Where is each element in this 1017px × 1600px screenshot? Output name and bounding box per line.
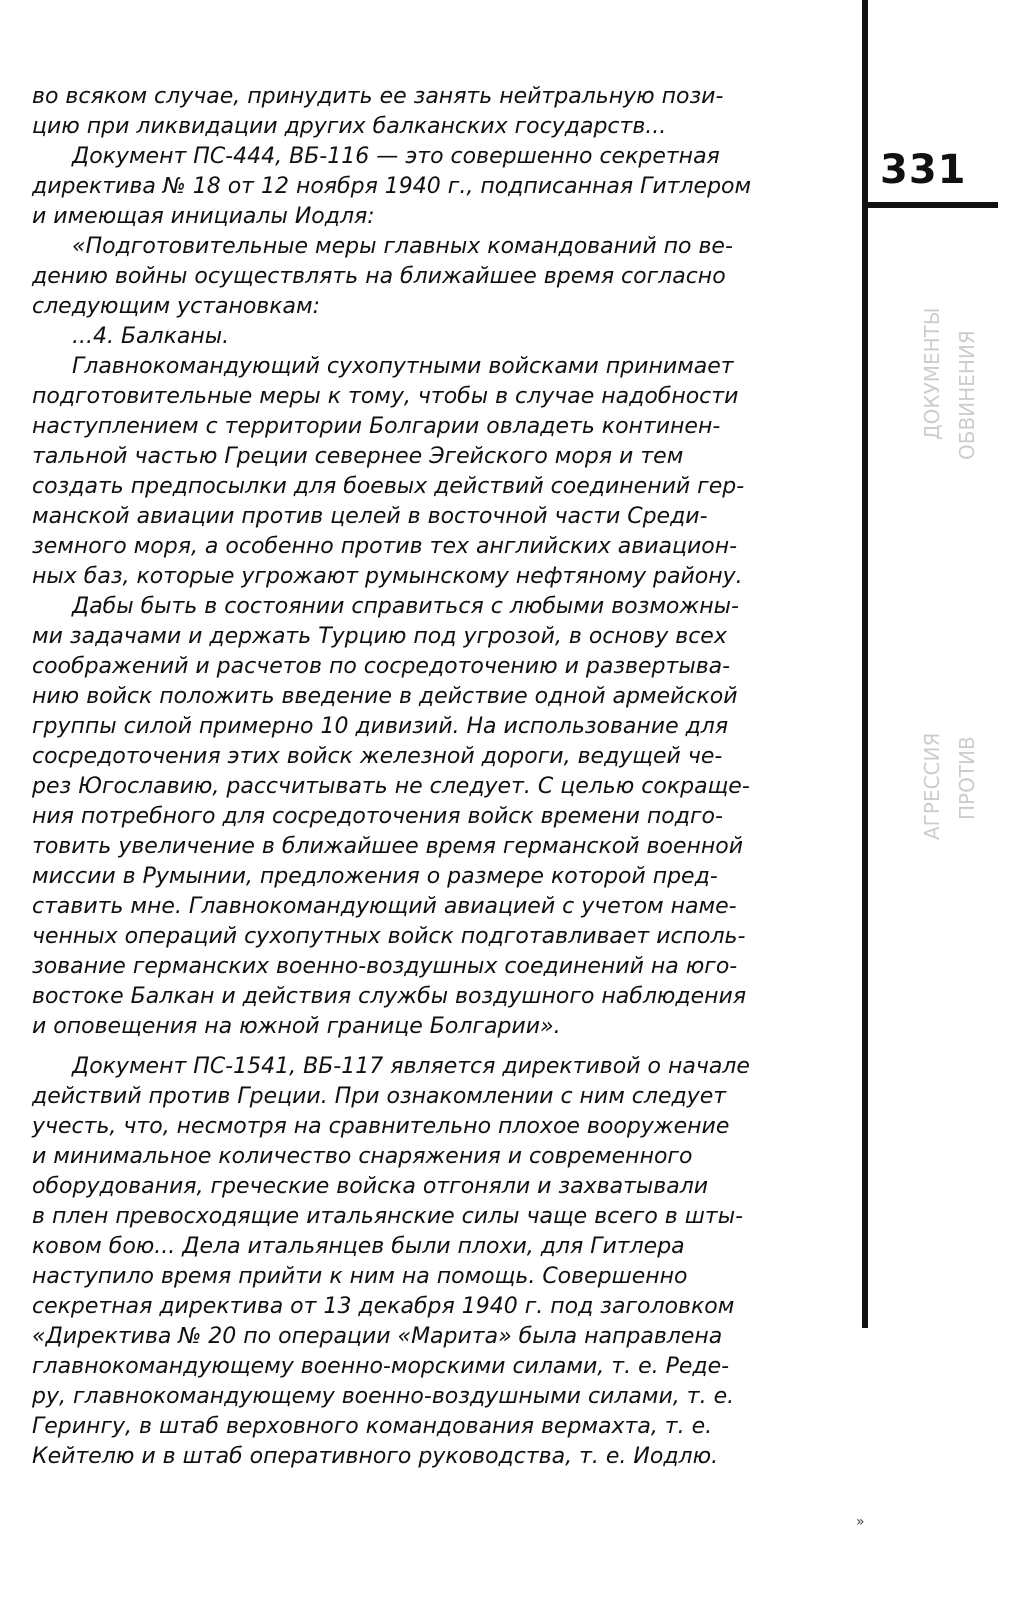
text-line: нию войск положить введение в действие одной армейской [32,684,738,709]
text-line: наступило время прийти к ним на помощь. Совершенно [32,1264,688,1289]
text-line: в плен превосходящие итальянские силы чаще всего в шты- [32,1204,744,1229]
text-line: наступлением с территории Болгарии овладеть континен- [32,414,721,439]
text-line: земного моря, а особенно против тех английских авиацион- [32,534,738,559]
text-line: группы силой примерно 10 дивизий. На использование для [32,714,729,739]
text-line: действий против Греции. При ознакомлении с ним следует [32,1084,727,1109]
text-line: Документ ПС-444, ВБ-116 — это совершенно секретная [72,144,720,169]
margin-running-text-upper-2: ОБВИНЕНИЯ [955,330,979,460]
text-line: Документ ПС-1541, ВБ-117 является директивой о начале [72,1054,750,1079]
text-line: сосредоточения этих войск железной дороги, ведущей че- [32,744,723,769]
text-line: дению войны осуществлять на ближайшее время согласно [32,264,726,289]
text-line: Кейтелю и в штаб оперативного руководства, т. е. Иодлю. [32,1444,719,1469]
text-line: и минимальное количество снаряжения и современного [32,1144,693,1169]
text-line: следующим установкам: [32,294,321,319]
text-line: «Директива № 20 по операции «Марита» была направлена [32,1324,723,1349]
text-line: Главнокомандующий сухопутными войсками принимает [72,354,734,379]
text-line: во всяком случае, принудить ее занять нейтральную пози- [32,84,724,109]
text-line: цию при ликвидации других балканских государств... [32,114,667,139]
text-line: ру, главнокомандующему военно-воздушными силами, т. е. [32,1384,735,1409]
text-line: ...4. Балканы. [72,324,230,349]
margin-running-text-upper-1: ДОКУМЕНТЫ [920,307,944,440]
text-line: востоке Балкан и действия службы воздушного наблюдения [32,984,747,1009]
margin-mark: » [856,1514,865,1530]
text-line: создать предпосылки для боевых действий соединений гер- [32,474,745,499]
text-line: и имеющая инициалы Иодля: [32,204,375,229]
text-line: зование германских военно-воздушных соединений на юго- [32,954,738,979]
margin-running-text-lower-2: ПРОТИВ [955,736,979,820]
text-line: секретная директива от 13 декабря 1940 г. под заголовком [32,1294,735,1319]
text-line: и оповещения на южной границе Болгарии». [32,1014,561,1039]
margin-running-text-lower-1: АГРЕССИЯ [920,732,944,840]
text-line: Дабы быть в состоянии справиться с любыми возможны- [72,594,739,619]
text-line: соображений и расчетов по сосредоточению и развертыва- [32,654,731,679]
page-number-rule [868,202,998,208]
margin-vertical-rule [862,0,868,1328]
text-line: манской авиации против целей в восточной части Среди- [32,504,708,529]
text-line: Герингу, в штаб верховного командования вермахта, т. е. [32,1414,713,1439]
text-line: оборудования, греческие войска отгоняли и захватывали [32,1174,709,1199]
text-line: учесть, что, несмотря на сравнительно плохое вооружение [32,1114,730,1139]
text-line: ния потребного для сосредоточения войск времени подго- [32,804,723,829]
text-line: тальной частью Греции севернее Эгейского моря и тем [32,444,684,469]
text-line: «Подготовительные меры главных командований по ве- [72,234,733,259]
text-line: миссии в Румынии, предложения о размере которой пред- [32,864,718,889]
text-line: директива № 18 от 12 ноября 1940 г., подписанная Гитлером [32,174,752,199]
text-line: главнокомандующему военно-морскими силами, т. е. Редe- [32,1354,730,1379]
text-line: ми задачами и держать Турцию под угрозой, в основу всех [32,624,727,649]
text-line: ковом бою... Дела итальянцев были плохи, для Гитлера [32,1234,685,1259]
text-line: рез Югославию, рассчитывать не следует. С целью сокраще- [32,774,750,799]
text-line: ных баз, которые угрожают румынскому нефтяному району. [32,564,743,589]
text-line: подготовительные меры к тому, чтобы в случае надобности [32,384,739,409]
text-line: ченных операций сухопутных войск подготавливает исполь- [32,924,746,949]
page-number: 331 [880,147,967,193]
text-line: товить увеличение в ближайшее время германской военной [32,834,744,859]
text-line: ставить мне. Главнокомандующий авиацией с учетом наме- [32,894,737,919]
